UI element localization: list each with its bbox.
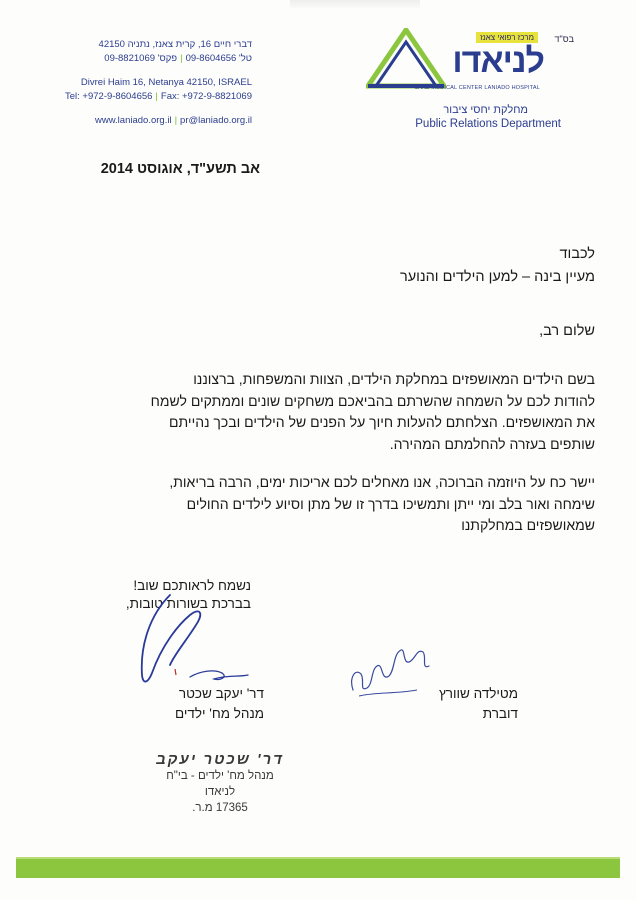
phone-english: Tel: +972-9-8604656: [65, 91, 153, 102]
signer-left-title: מנהל מח' ילדים: [174, 706, 264, 721]
recipient-name: מעיין בינה – למען הילדים והנוער: [400, 269, 595, 285]
department-hebrew: מחלקת יחסי ציבור: [443, 104, 528, 116]
signer-right-title: דוברת: [482, 706, 518, 721]
letter-date: אב תשע"ד, אוגוסט 2014: [100, 161, 260, 177]
address-hebrew: דברי חיים 16, קרית צאנז, נתניה 42150: [98, 39, 252, 50]
recipient-honorific: לכבוד: [559, 246, 595, 262]
paragraph-line: שימחה ואור בלב ומי ייתן ותמשיכו בדרך זו של מתן וסיוע לילדים החולים: [186, 495, 595, 512]
paragraph-line: להודות לכם על השמחה שהשרתם בהביאכם משחקים שונים וממתקים לשמח: [150, 392, 595, 409]
web-email: [62, 114, 252, 128]
separator: |: [174, 115, 178, 126]
paragraph-line: שותפים בעזרה להחלמתם המהירה.: [389, 435, 595, 452]
closing-line: נשמח לראותכם שוב!: [133, 578, 251, 593]
signer-right: [378, 684, 518, 724]
scan-artifact: [290, 0, 420, 8]
logo-english-name: SANZ MEDICAL CENTER LANIADO HOSPITAL: [414, 85, 540, 91]
greeting: שלום רב,: [539, 323, 595, 339]
fax-hebrew: פקס' 09-8821069: [104, 53, 178, 64]
footer-bar: [16, 859, 620, 878]
email-link[interactable]: pr@laniado.org.il: [180, 115, 252, 126]
hospital-logo: [366, 28, 566, 108]
contact-block: [62, 38, 252, 128]
address-english: Divrei Haim 16, Netanya 42150, ISRAEL: [80, 77, 252, 88]
stamp-license: 17365 מ.ר.: [192, 802, 248, 814]
doctor-stamp: [150, 752, 290, 816]
signature-left-icon: [130, 585, 260, 695]
website-link[interactable]: www.laniado.org.il: [94, 115, 172, 126]
phone-fax-english: [62, 90, 252, 104]
stamp-name: דר' שכטר יעקב: [156, 751, 284, 768]
signer-left: [104, 684, 264, 724]
phone-fax-hebrew: [62, 52, 252, 66]
paragraph-line: יישר כח על היוזמה הברוכה, אנו מאחלים לכם אריכות ימים, הרבה בריאות,: [169, 474, 595, 490]
stamp-department: מנהל מח' ילדים - בי"ח לניאדו: [166, 770, 274, 798]
closing-line: בברכת בשורות טובות,: [125, 596, 251, 611]
separator: |: [155, 91, 158, 102]
logo-tagline: מרכז רפואי צאנז: [476, 32, 538, 43]
phone-hebrew: טל' 09-8604656: [185, 53, 252, 64]
separator: |: [180, 53, 183, 64]
bsd-mark: בס"ד: [554, 34, 574, 44]
fax-english: Fax: +972-9-8821069: [160, 91, 252, 102]
paragraph-line: את המאושפזים. הצלחתם להעלות חיוך על הפנים של הילדים ובכך נהייתם: [169, 414, 595, 430]
recipient-block: [315, 243, 595, 289]
paragraph-line: שמאושפזים במחלקתנו: [461, 517, 595, 533]
signer-left-name: דר' יעקב שכטר: [178, 686, 264, 701]
paragraph-wishes: [55, 472, 595, 537]
paragraph-line: בשם הילדים המאושפזים במחלקת הילדים, הצוות והמשפחות, ברצוננו: [193, 371, 595, 387]
signer-right-name: מטילדה שוורץ: [438, 686, 518, 701]
logo-wordmark: לניאדו: [452, 42, 544, 80]
paragraph-thanks: [55, 369, 595, 455]
department-english: Public Relations Department: [415, 118, 561, 130]
